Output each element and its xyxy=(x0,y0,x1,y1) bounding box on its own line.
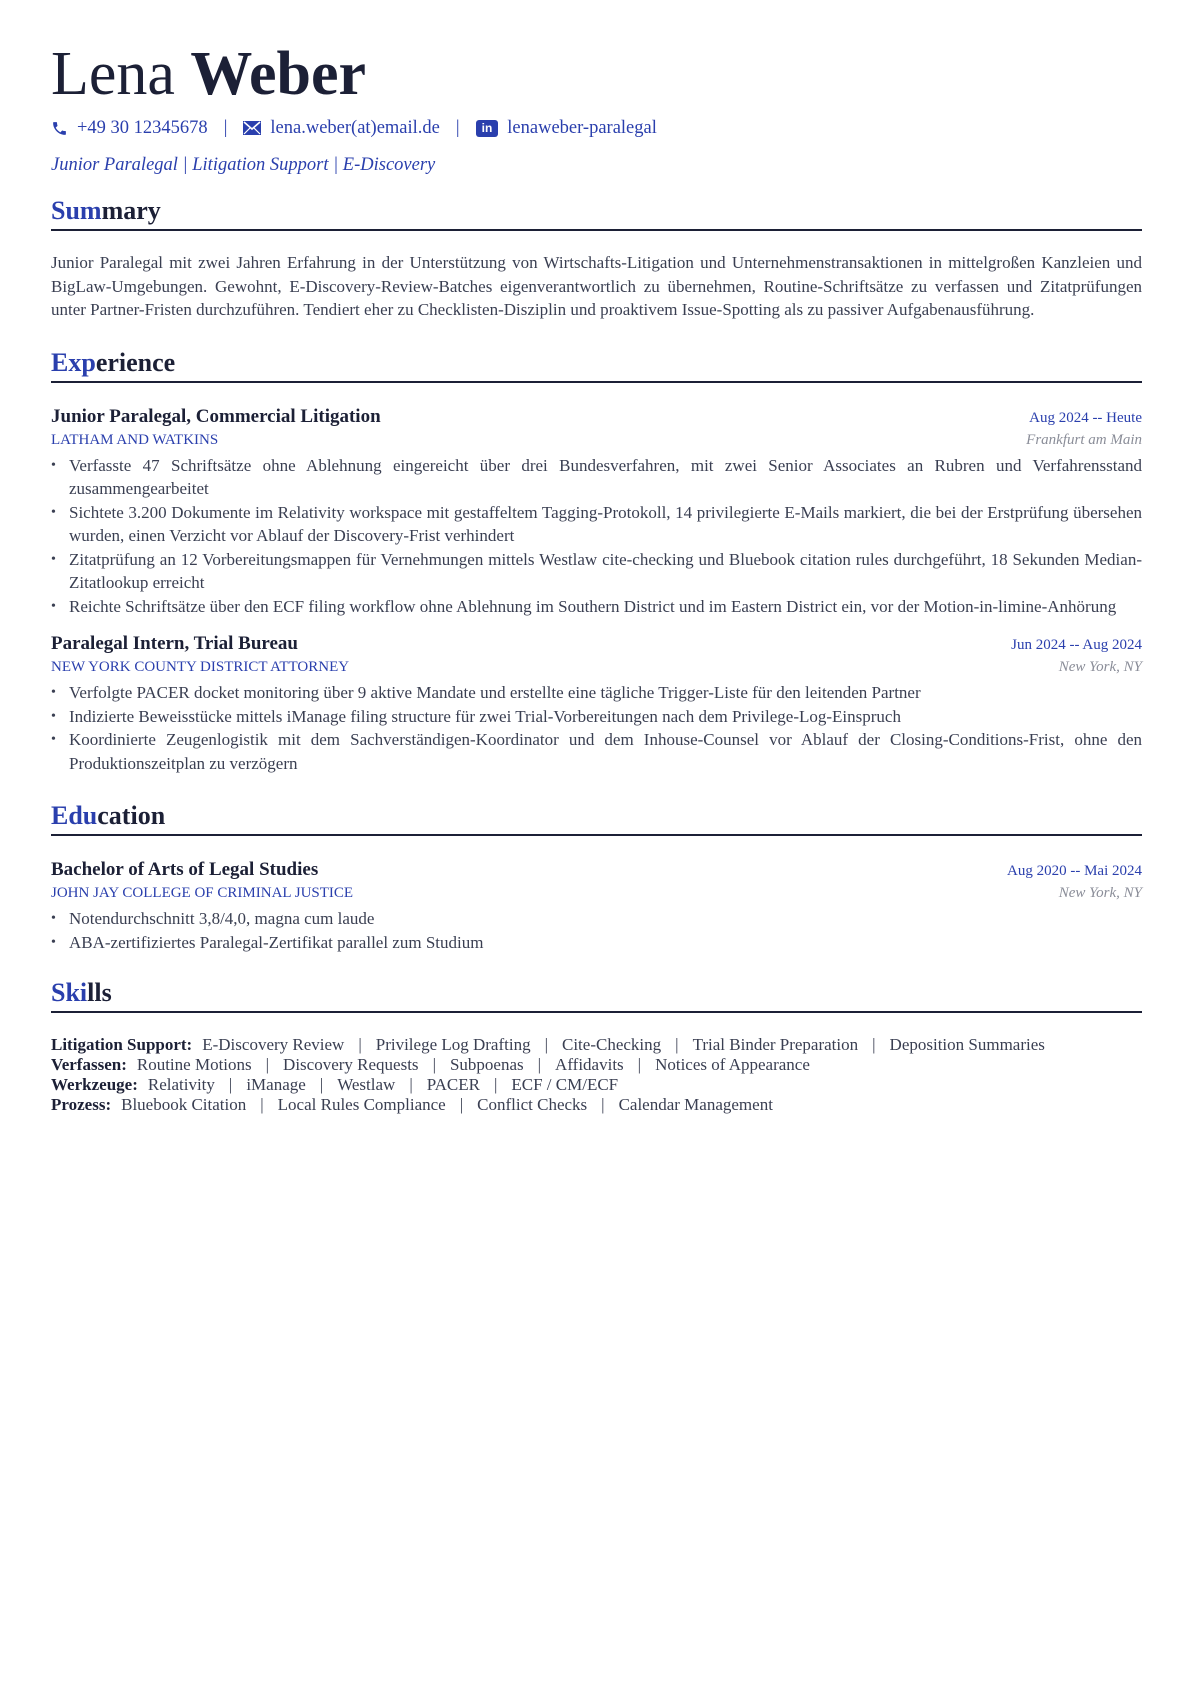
skill-item: Trial Binder Preparation xyxy=(692,1035,859,1054)
education-entry xyxy=(51,858,1142,954)
skill-item: Subpoenas xyxy=(449,1055,524,1074)
education-bullets xyxy=(51,907,1142,954)
school-name: JOHN JAY COLLEGE OF CRIMINAL JUSTICE xyxy=(51,885,354,901)
degree-title: Bachelor of Arts of Legal Studies xyxy=(51,859,319,880)
experience-entry xyxy=(51,405,1142,619)
bullet-item: • Zitatprüfung an 12 Vorbereitungsmappen für Vernehmungen mittels Westlaw cite-checking und Bluebook citation rules durchgeführt, 18 Sekunden Median-Zitatlookup erreicht xyxy=(51,548,1142,595)
skill-category: Litigation Support: xyxy=(51,1035,193,1054)
education-dates: Aug 2020 -- Mai 2024 xyxy=(1007,863,1142,879)
tagline: Junior Paralegal | Litigation Support | E-Discovery xyxy=(51,155,436,175)
linkedin-icon: in xyxy=(476,120,499,137)
bullet-item: • Verfolgte PACER docket monitoring über 9 aktive Mandate und erstellte eine tägliche Trigger-Liste für den leitenden Partner xyxy=(51,681,1142,705)
bullet-item: • Notendurchschnitt 3,8/4,0, magna cum laude xyxy=(51,907,1142,931)
bullet-item: • Reichte Schriftsätze über den ECF filing workflow ohne Ablehnung im Southern District und im Eastern District ein, vor der Motion-in-limine-Anhörung xyxy=(51,595,1142,619)
skill-item: iManage xyxy=(246,1075,306,1094)
section-heading-experience: Experience xyxy=(51,346,1142,383)
skill-row-prozess: Prozess: Bluebook Citation | Local Rules Compliance | Conflict Checks | Calendar Management xyxy=(51,1095,773,1114)
bullet-item: • Indizierte Beweisstücke mittels iManage filing structure für zwei Trial-Vorbereitungen nach dem Privilege-Log-Einspruch xyxy=(51,705,1142,729)
bullet-item: • ABA-zertifiziertes Paralegal-Zertifikat parallel zum Studium xyxy=(51,931,1142,955)
section-heading-summary: Summary xyxy=(51,194,1142,231)
skill-item: Calendar Management xyxy=(618,1095,773,1114)
phone-icon xyxy=(51,120,68,137)
contact-separator: | xyxy=(223,117,228,138)
job-bullets xyxy=(51,681,1142,775)
candidate-name xyxy=(51,34,1142,114)
job-location: New York, NY xyxy=(1058,659,1142,675)
phone-link[interactable]: +49 30 12345678 xyxy=(77,117,208,138)
last-name: Weber xyxy=(190,40,367,108)
summary-text: Junior Paralegal mit zwei Jahren Erfahrung in der Unterstützung von Wirtschafts-Litigation und Unternehmenstransaktionen in mittelgroßen Kanzleien und BigLaw-Umgebungen. Gewohnt, E-Discovery-Review-Batches eigenverantwortlich zu übernehmen, Routine-Schriftsätze zu verfassen und Zitatprüfungen unter Partner-Fristen durchzuführen. Tendiert eher zu Checklisten-Disziplin und proaktivem Issue-Spotting als zu passiver Aufgabenausführung. xyxy=(51,253,1142,319)
job-bullets xyxy=(51,454,1142,619)
bullet-item: • Sichtete 3.200 Dokumente im Relativity workspace mit gestaffeltem Tagging-Protokoll, 14 privilegierte E-Mails markiert, die bei der Erstprüfung übersehen wurden, einen Verzicht vor Ablauf der Discovery-Frist verhindert xyxy=(51,501,1142,548)
envelope-icon xyxy=(243,121,261,135)
skill-item: ECF / CM/ECF xyxy=(511,1075,619,1094)
experience-entry xyxy=(51,632,1142,775)
skill-item: E-Discovery Review xyxy=(202,1035,345,1054)
job-title: Paralegal Intern, Trial Bureau xyxy=(51,633,298,654)
skill-row-werkzeuge: Werkzeuge: Relativity | iManage | Westlaw | PACER | ECF / CM/ECF xyxy=(51,1075,619,1094)
skill-category: Prozess: xyxy=(51,1095,112,1114)
skill-item: Deposition Summaries xyxy=(889,1035,1045,1054)
skill-item: Cite-Checking xyxy=(562,1035,662,1054)
skill-row-litigation-support: Litigation Support: E-Discovery Review | Privilege Log Drafting | Cite-Checking | Trial Binder Preparation | Deposition Summaries xyxy=(51,1035,1045,1054)
first-name: Lena xyxy=(51,40,175,108)
job-location: Frankfurt am Main xyxy=(1026,431,1142,448)
skill-item: Privilege Log Drafting xyxy=(375,1035,531,1054)
job-dates: Jun 2024 -- Aug 2024 xyxy=(1011,637,1142,653)
school-location: New York, NY xyxy=(1058,885,1142,901)
bullet-item: • Koordinierte Zeugenlogistik mit dem Sachverständigen-Koordinator und dem Inhouse-Counsel vor Ablauf der Closing-Conditions-Frist, ohne den Produktionszeitplan zu verzögern xyxy=(51,728,1142,775)
skill-category: Werkzeuge: xyxy=(51,1075,138,1094)
resume-page xyxy=(51,34,1142,1115)
skill-category: Verfassen: xyxy=(51,1055,127,1074)
skill-item: PACER xyxy=(426,1075,480,1094)
skill-item: Discovery Requests xyxy=(283,1055,419,1074)
bullet-item: • Verfasste 47 Schriftsätze ohne Ablehnung eingereicht über drei Bundesverfahren, mit zwei Senior Associates an Rubren und Verfahrensstand zusammengearbeitet xyxy=(51,454,1142,501)
skill-item: Conflict Checks xyxy=(477,1095,588,1114)
skill-item: Local Rules Compliance xyxy=(277,1095,446,1114)
skill-row-verfassen: Verfassen: Routine Motions | Discovery Requests | Subpoenas | Affidavits | Notices of Appearance xyxy=(51,1055,810,1074)
job-organization: NEW YORK COUNTY DISTRICT ATTORNEY xyxy=(51,659,350,675)
skill-item: Notices of Appearance xyxy=(655,1055,810,1074)
job-dates: Aug 2024 -- Heute xyxy=(1029,409,1142,426)
skill-item: Bluebook Citation xyxy=(121,1095,247,1114)
skill-item: Relativity xyxy=(147,1075,215,1094)
skill-item: Affidavits xyxy=(555,1055,624,1074)
section-heading-education: Education xyxy=(51,799,1142,836)
contact-separator: | xyxy=(455,117,460,138)
job-title: Junior Paralegal, Commercial Litigation xyxy=(51,405,381,427)
job-organization: LATHAM AND WATKINS xyxy=(51,431,219,448)
section-heading-skills: Skills xyxy=(51,976,1142,1013)
skill-item: Routine Motions xyxy=(136,1055,252,1074)
contact-line xyxy=(51,115,1142,141)
skill-item: Westlaw xyxy=(337,1075,396,1094)
linkedin-link[interactable]: lenaweber-paralegal xyxy=(507,117,657,138)
email-link[interactable]: lena.weber(at)email.de xyxy=(270,117,440,138)
skills-list xyxy=(51,1035,1142,1115)
